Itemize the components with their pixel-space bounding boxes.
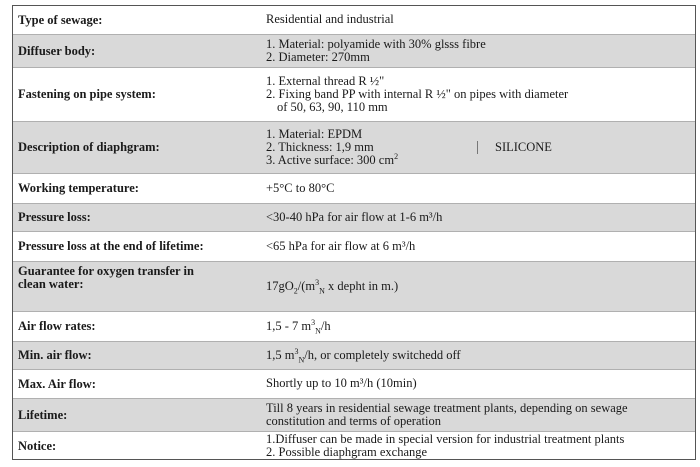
table-row-diffuser-body xyxy=(13,35,695,68)
row-label: Pressure loss: xyxy=(18,210,91,224)
row-label-line: Guarantee for oxygen transfer in xyxy=(18,264,194,278)
row-value: <65 hPa for air flow at 6 m³/h xyxy=(266,238,416,253)
row-value-line: 1.Diffuser can be made in special version for industrial treatment plants xyxy=(266,431,625,446)
row-label: Air flow rates: xyxy=(18,319,96,333)
row-value: <30-40 hPa for air flow at 1-6 m³/h xyxy=(266,209,443,224)
table-row-fastening xyxy=(13,68,695,122)
table-row-type-of-sewage xyxy=(13,6,695,35)
row-label: Max. Air flow: xyxy=(18,376,96,391)
row-label: Type of sewage: xyxy=(18,12,103,27)
row-label: Working temperature: xyxy=(18,181,139,195)
row-value: 1,5 $m^3_N/h$, or completely switchedd off xyxy=(266,346,461,365)
row-label: Pressure loss at the end of lifetime: xyxy=(18,239,204,253)
row-value-line: 3. Active surface: 300 $cm^2$ xyxy=(266,151,399,168)
row-value-line: 2. Possible diaphgram exchange xyxy=(266,445,428,459)
row-label: Diffuser body: xyxy=(18,43,96,58)
row-value: $17gO_2/(m^3_N$ x depht in m.) xyxy=(266,277,399,296)
table-row-diaphragm xyxy=(13,122,695,174)
row-value: +5°C to 80°C xyxy=(266,180,335,195)
row-value: 1,5 - 7 $m^3_N/h$ xyxy=(266,317,331,336)
table-row-min-air-flow xyxy=(13,342,695,370)
row-label: Min. air flow: xyxy=(18,348,92,362)
row-value-line: 2. Thickness: 1,9 mm xyxy=(266,139,374,154)
row-value-line: of 50, 63, 90, 110 mm xyxy=(277,100,388,115)
row-value-line: 1. External thread R ½" xyxy=(266,73,385,88)
table-row-lifetime xyxy=(13,399,695,432)
row-label: Notice: xyxy=(18,438,57,453)
table-row-notice xyxy=(13,432,695,460)
row-value-line: Till 8 years in residential sewage treatment plants, depending on sewage xyxy=(266,400,628,415)
diaphragm-alt-material: SILICONE xyxy=(477,141,695,154)
row-label-line: clean water: xyxy=(18,277,84,291)
table-row-pressure-loss xyxy=(13,204,695,232)
table-row-air-flow-rates xyxy=(13,312,695,342)
row-value-line: 1. Material: polyamide with 30% glsss fibre xyxy=(266,36,486,51)
table-row-pressure-loss-end xyxy=(13,232,695,262)
row-value-line: 1. Material: EPDM xyxy=(266,126,363,141)
table-row-max-air-flow xyxy=(13,370,695,399)
row-value-line: 2. Diameter: 270mm xyxy=(266,50,370,64)
row-label: Description of diaphgram: xyxy=(18,140,160,154)
row-label: Lifetime: xyxy=(18,407,68,422)
table-row-oxygen-transfer xyxy=(13,262,695,312)
row-value-line: constitution and terms of operation xyxy=(266,414,441,428)
row-value-line: 2. Fixing band PP with internal R ½" on pipes with diameter xyxy=(266,86,569,101)
table-row-working-temperature xyxy=(13,174,695,204)
row-value: Residential and industrial xyxy=(266,12,394,27)
row-value: Shortly up to 10 m³/h (10min) xyxy=(266,376,417,391)
spec-table xyxy=(12,5,696,460)
row-label: Fastening on pipe system: xyxy=(18,87,156,101)
